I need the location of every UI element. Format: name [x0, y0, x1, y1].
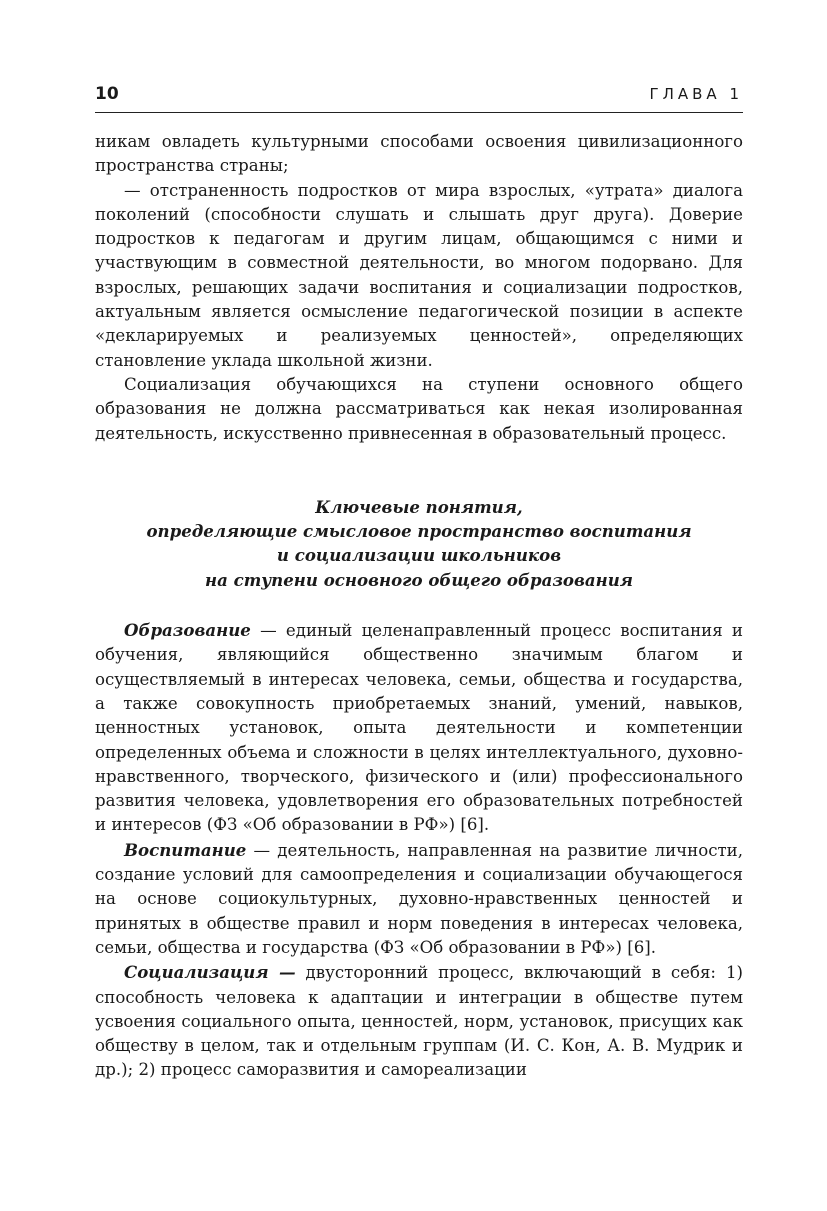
- page-body: [95, 130, 743, 1083]
- definition-text: двусторонний процесс, включающий в себя: 1) способность человека к адаптации и интеграции в обществе путем усвоения социального опыта, ценностей, норм, установок, присущих как обществу в целом, так и отдельным группам (И. С. Кон, А. В. Мудрик и др.); 2) процесс саморазвития и самореализации: [95, 963, 743, 1080]
- chapter-running-head: ГЛАВА 1: [649, 85, 743, 103]
- definition-paragraph: [95, 838, 743, 960]
- section-heading: [95, 495, 743, 592]
- definition-term: Воспитание: [124, 839, 247, 860]
- definition-paragraph: [95, 960, 743, 1082]
- heading-line: и социализации школьников: [276, 545, 562, 566]
- heading-line: определяющие смысловое пространство воспитания: [146, 521, 692, 542]
- paragraph: Социализация обучающихся на ступени основного общего образования не должна рассматриваться как некая изолированная деятельность, искусственно привнесенная в образовательный процесс.: [95, 374, 743, 443]
- definition-text: — единый целенаправленный процесс воспитания и обучения, являющийся общественно значимым благом и осуществляемый в интересах человека, семьи, общества и государства, а также совокупность приобретаемых знаний, умений, навыков, ценностных установок, опыта деятельности и компетенции определенных объема и сложности в целях интеллектуального, духовно-нравственного, творческого, физического и (или) профессионального развития человека, удовлетворения его образовательных потребностей и интересов (ФЗ «Об образовании в РФ») [6].: [95, 621, 743, 835]
- definition-term: Образование: [124, 620, 251, 641]
- heading-line: Ключевые понятия,: [315, 496, 523, 517]
- paragraph: — отстраненность подростков от мира взрослых, «утрата» диалога поколений (способности слушать и слышать друг друга). Доверие подростков к педагогам и другим лицам, общающимся с ними и участвующим в совместной деятельности, во многом подорвано. Для взрослых, решающих задачи воспитания и социализации подростков, актуальным является осмысление педагогической позиции в аспекте «декларируемых и реализуемых ценностей», определяющих становление уклада школьной жизни.: [95, 180, 743, 370]
- paragraph: никам овладеть культурными способами освоения цивилизационного пространства страны;: [95, 132, 743, 176]
- definition-text: — деятельность, направленная на развитие личности, создание условий для самоопределения и социализации обучающегося на основе социокультурных, духовно-нравственных ценностей и принятых в обществе правил и норм поведения в интересах человека, семьи, общества и государства (ФЗ «Об образовании в РФ») [6].: [95, 840, 743, 957]
- page-number: 10: [95, 84, 119, 104]
- page-header: [95, 84, 743, 113]
- definition-term: Социализация —: [124, 962, 296, 983]
- heading-line: на ступени основного общего образования: [204, 569, 634, 590]
- definition-paragraph: [95, 618, 743, 838]
